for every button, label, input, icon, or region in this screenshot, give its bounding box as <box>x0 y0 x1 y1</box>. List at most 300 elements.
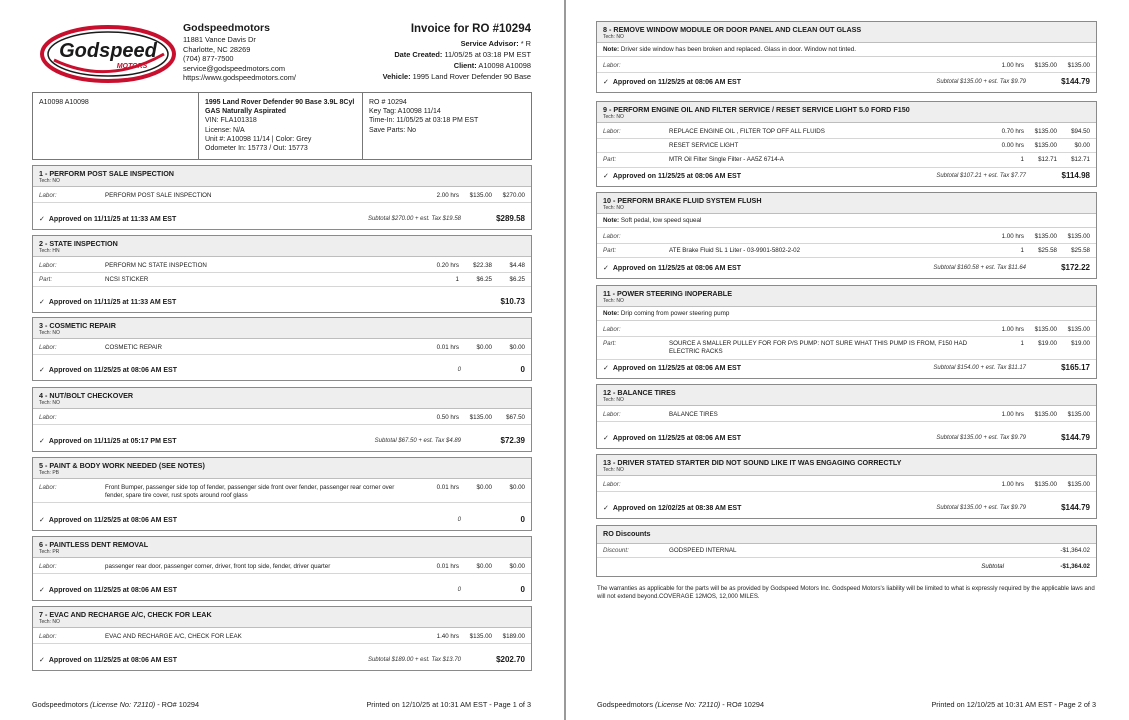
job-approval <box>603 434 936 442</box>
job-total: $144.79 <box>1061 503 1090 512</box>
job-tech: Tech: NO <box>603 397 624 403</box>
job-title: 10 - PERFORM BRAKE FLUID SYSTEM FLUSH <box>603 196 762 205</box>
line-item <box>597 323 1096 337</box>
line-type: Labor: <box>603 411 621 418</box>
job-header <box>33 236 531 257</box>
line-type: Labor: <box>39 414 57 421</box>
job-lines <box>597 406 1096 422</box>
line-type: Labor: <box>39 633 57 640</box>
discount-subtotal-label: Subtotal <box>981 563 1004 571</box>
line-qty: 0.20 hrs <box>436 262 459 269</box>
invoice-title: Invoice for RO #10294 <box>410 23 531 35</box>
line-description: Front Bumper, passenger side top of fender, passenger side front over fender, passenger rear corner over fender, spare tire cover, rust spots around roof glass <box>105 484 395 500</box>
check-icon: ✓ <box>603 364 609 372</box>
line-type: Part: <box>603 247 617 255</box>
job-lines <box>33 558 531 574</box>
job-block <box>32 536 532 601</box>
line-rate: $0.00 <box>476 563 492 570</box>
line-description: ATE Brake Fluid SL 1 Liter - 03-9901-5802-2-02 <box>669 247 801 255</box>
job-lines <box>597 321 1096 360</box>
job-total: $165.17 <box>1061 363 1090 372</box>
line-rate: $25.58 <box>1038 247 1057 255</box>
job-block <box>32 457 532 531</box>
job-subtotal: Subtotal $107.21 + est. Tax $7.77 <box>936 172 1026 179</box>
job-title: 5 - PAINT & BODY WORK NEEDED (SEE NOTES) <box>39 461 205 470</box>
check-icon: ✓ <box>603 434 609 442</box>
job-block <box>596 285 1097 379</box>
line-qty: 1.00 hrs <box>1001 62 1024 69</box>
ro-line: Time-In: 11/05/25 at 03:18 PM EST <box>369 117 479 125</box>
note-label: Note: <box>603 46 620 53</box>
job-subtotal: Subtotal $135.00 + est. Tax $9.79 <box>936 78 1026 85</box>
line-item <box>33 560 531 574</box>
job-subtotal: Subtotal $160.58 + est. Tax $11.64 <box>933 264 1026 271</box>
job-subtotal: 0 <box>457 366 461 373</box>
approval-text: Approved on 12/02/25 at 08:38 AM EST <box>612 504 742 512</box>
line-item <box>597 408 1096 422</box>
line-qty: 1 <box>1020 156 1024 164</box>
customer-cell <box>33 93 199 159</box>
line-qty: 0.01 hrs <box>436 484 459 491</box>
line-qty: 0.01 hrs <box>436 563 459 570</box>
job-total: $172.22 <box>1061 263 1090 272</box>
company-phone: (704) 877-7500 <box>183 54 234 64</box>
job-footer <box>597 427 1096 448</box>
vehicle-line: Unit #: A10098 11/14 | Color: Grey <box>205 135 312 143</box>
job-approval <box>39 215 368 223</box>
job-subtotal: Subtotal $154.00 + est. Tax $11.17 <box>933 364 1026 371</box>
job-title: 3 - COSMETIC REPAIR <box>39 321 116 330</box>
logo-subtext: MOTORS <box>116 63 148 70</box>
job-header <box>597 102 1096 123</box>
job-tech: Tech: NO <box>603 114 624 120</box>
footer-printed: Printed on 12/10/25 at 10:31 AM EST - Page 1 of 3 <box>366 700 531 709</box>
footer-ro: - RO# 10294 <box>722 700 764 709</box>
approval-text: Approved on 11/11/25 at 11:33 AM EST <box>48 298 177 306</box>
job-header <box>597 193 1096 214</box>
discount-amount: -$1,364.02 <box>1060 547 1090 554</box>
line-qty: 2.00 hrs <box>436 192 459 199</box>
job-note <box>597 307 1096 321</box>
job-note <box>597 43 1096 57</box>
job-title: 12 - BALANCE TIRES <box>603 388 676 397</box>
client-value: A10098 A10098 <box>478 61 531 70</box>
date-label: Date Created: <box>394 50 443 59</box>
line-qty: 1 <box>1020 340 1024 348</box>
line-description: PERFORM NC STATE INSPECTION <box>105 262 207 269</box>
note-text: Soft pedal, low speed squeal <box>620 217 702 224</box>
company-address-2: Charlotte, NC 28269 <box>183 44 251 54</box>
advisor-label: Service Advisor: <box>460 39 519 48</box>
line-description: PERFORM POST SALE INSPECTION <box>105 192 212 199</box>
line-rate: $135.00 <box>1034 411 1057 418</box>
job-tech: Tech: HN <box>39 248 60 254</box>
company-website[interactable]: https://www.godspeedmotors.com/ <box>183 73 296 83</box>
job-header <box>597 286 1096 307</box>
logo-text: Godspeed <box>59 40 157 62</box>
ro-discounts <box>596 525 1097 577</box>
approval-text: Approved on 11/25/25 at 08:06 AM EST <box>612 434 741 442</box>
check-icon: ✓ <box>39 516 45 524</box>
company-info <box>183 22 296 83</box>
client-label: Client: <box>453 61 477 70</box>
job-title: 8 - REMOVE WINDOW MODULE OR DOOR PANEL AND CLEAN OUT GLASS <box>603 25 862 34</box>
job-total: 0 <box>520 585 525 594</box>
job-block <box>596 101 1097 187</box>
discount-label: Discount: <box>603 547 629 554</box>
check-icon: ✓ <box>603 78 609 86</box>
job-block <box>596 384 1097 449</box>
job-tech: Tech: NO <box>603 34 624 40</box>
line-rate: $135.00 <box>1034 326 1057 333</box>
approval-text: Approved on 11/11/25 at 11:33 AM EST <box>48 215 177 223</box>
line-amount: $0.00 <box>1074 142 1090 150</box>
approval-text: Approved on 11/25/25 at 08:06 AM EST <box>48 656 177 664</box>
job-footer <box>597 497 1096 518</box>
godspeed-logo <box>40 24 176 84</box>
vehicle-label: Vehicle: <box>382 72 411 81</box>
job-lines <box>33 339 531 355</box>
job-note <box>597 214 1096 228</box>
check-icon: ✓ <box>603 264 609 272</box>
line-item <box>33 189 531 203</box>
line-rate: $0.00 <box>476 344 492 351</box>
company-name: Godspeedmotors <box>183 22 270 34</box>
job-approval <box>39 437 375 445</box>
job-block <box>32 165 532 230</box>
line-item <box>33 411 531 425</box>
check-icon: ✓ <box>39 656 45 664</box>
job-footer <box>597 357 1096 378</box>
job-footer <box>597 165 1096 186</box>
line-qty: 0.01 hrs <box>436 344 459 351</box>
footer-license: (License No: 72110) <box>655 700 721 709</box>
line-item <box>33 481 531 503</box>
job-title: 1 - PERFORM POST SALE INSPECTION <box>39 169 174 178</box>
line-rate: $135.00 <box>1034 142 1057 150</box>
line-description: MTR Oil Filter Single Filter - AA5Z 6714-A <box>669 156 784 164</box>
invoice-page-2 <box>566 0 1129 720</box>
company-address-1: 11881 Vance Davis Dr <box>183 35 256 44</box>
job-subtotal: 0 <box>457 516 461 523</box>
vehicle-line: 1995 Land Rover Defender 90 Base 3.9L 8Cyl <box>205 99 355 106</box>
line-amount: $135.00 <box>1067 481 1090 488</box>
job-footer <box>33 291 531 312</box>
check-icon: ✓ <box>39 298 45 306</box>
line-amount: $270.00 <box>502 192 525 199</box>
line-qty: 1 <box>455 276 459 284</box>
line-amount: $19.00 <box>1071 340 1090 348</box>
check-icon: ✓ <box>603 172 609 180</box>
job-footer <box>33 208 531 229</box>
line-description: SOURCE A SMALLER PULLEY FOR FOR P/S PUMP: NOT SURE WHAT THIS PUMP IS FROM, F150 HAD ELECTRIC RACKS <box>669 340 968 356</box>
line-type: Labor: <box>39 563 57 570</box>
job-footer <box>597 257 1096 278</box>
job-footer <box>33 509 531 530</box>
job-tech: Tech: NO <box>39 178 60 184</box>
approval-text: Approved on 11/25/25 at 08:06 AM EST <box>612 364 741 372</box>
customer-name: A10098 A10098 <box>39 99 89 106</box>
line-type: Part: <box>603 340 617 348</box>
line-rate: $6.25 <box>476 276 492 284</box>
check-icon: ✓ <box>39 437 45 445</box>
job-footer <box>597 71 1096 92</box>
job-lines <box>597 228 1096 258</box>
job-lines <box>33 479 531 503</box>
job-total: $144.79 <box>1061 77 1090 86</box>
line-amount: $6.25 <box>509 276 525 284</box>
job-block <box>32 317 532 381</box>
line-rate: $135.00 <box>469 192 492 199</box>
line-amount: $12.71 <box>1071 156 1090 164</box>
invoice-header <box>383 22 531 82</box>
approval-text: Approved on 11/25/25 at 08:06 AM EST <box>48 516 177 524</box>
advisor-value: * R <box>520 39 531 48</box>
job-footer <box>33 359 531 380</box>
line-rate: $135.00 <box>469 414 492 421</box>
job-total: 0 <box>520 365 525 374</box>
job-title: 4 - NUT/BOLT CHECKOVER <box>39 391 134 400</box>
discount-subtotal: -$1,364.02 <box>1060 563 1090 571</box>
footer-ro: - RO# 10294 <box>157 700 199 709</box>
line-type: Labor: <box>39 484 57 491</box>
line-qty: 1.00 hrs <box>1001 481 1024 488</box>
ro-line: Save Parts: No <box>369 126 417 134</box>
line-description: NCSI STICKER <box>105 276 149 284</box>
job-lines <box>33 257 531 287</box>
line-description: COSMETIC REPAIR <box>105 344 162 351</box>
job-header <box>33 458 531 479</box>
line-amount: $0.00 <box>509 344 525 351</box>
vehicle-line: GAS Naturally Aspirated <box>205 108 287 116</box>
line-amount: $4.48 <box>509 262 525 269</box>
line-item <box>33 259 531 273</box>
line-rate: $135.00 <box>1034 128 1057 135</box>
job-approval <box>39 656 368 664</box>
job-approval <box>39 516 458 524</box>
line-item <box>597 478 1096 492</box>
job-header <box>33 537 531 558</box>
job-total: 0 <box>520 515 525 524</box>
job-tech: Tech: PB <box>39 470 60 476</box>
line-amount: $189.00 <box>502 633 525 640</box>
check-icon: ✓ <box>603 504 609 512</box>
line-type: Labor: <box>603 128 621 135</box>
job-tech: Tech: NO <box>603 298 624 304</box>
footer-company: Godspeedmotors <box>597 700 653 709</box>
line-description: BALANCE TIRES <box>669 411 718 418</box>
line-rate: $19.00 <box>1038 340 1057 348</box>
vehicle-line: Odometer In: 15773 / Out: 15773 <box>205 145 308 153</box>
job-header <box>33 166 531 187</box>
job-total: $289.58 <box>496 214 525 223</box>
job-block <box>596 192 1097 279</box>
line-rate: $22.38 <box>473 262 492 269</box>
approval-text: Approved on 11/25/25 at 08:06 AM EST <box>48 586 177 594</box>
approval-text: Approved on 11/25/25 at 08:06 AM EST <box>612 264 741 272</box>
info-table <box>32 92 532 160</box>
discount-line <box>597 544 1096 558</box>
approval-text: Approved on 11/25/25 at 08:06 AM EST <box>612 172 741 180</box>
job-subtotal: Subtotal $189.00 + est. Tax $13.70 <box>367 656 461 663</box>
discounts-header <box>597 526 1096 544</box>
job-approval <box>603 172 936 180</box>
job-block <box>596 21 1097 93</box>
note-text: Drip coming from power steering pump <box>620 310 730 317</box>
warranty-text: The warranties as applicable for the parts will be as provided by Godspeed Motors Inc. Godspeed Motors's liability will be limited to what is expressly required by the applicable laws and will not extend beyond.COVERAGE 12MOS, 12,000 MILES. <box>597 585 1095 600</box>
job-total: $10.73 <box>500 297 525 306</box>
job-lines <box>597 476 1096 492</box>
line-description: REPLACE ENGINE OIL , FILTER TOP OFF ALL FLUIDS <box>669 128 825 135</box>
company-email[interactable]: service@godspeedmotors.com <box>183 63 285 73</box>
job-block <box>596 454 1097 519</box>
discount-subtotal-line <box>597 558 1096 571</box>
line-type: Labor: <box>603 481 621 488</box>
job-lines <box>33 187 531 203</box>
line-rate: $12.71 <box>1038 156 1057 164</box>
line-rate: $0.00 <box>476 484 492 491</box>
job-subtotal: 0 <box>457 586 461 593</box>
vehicle-cell <box>199 93 363 159</box>
job-total: $72.39 <box>500 436 525 445</box>
job-subtotal: Subtotal $67.50 + est. Tax $4.89 <box>374 437 461 444</box>
job-footer <box>33 430 531 451</box>
footer-license: (License No: 72110) <box>90 700 156 709</box>
job-footer <box>33 649 531 670</box>
line-item <box>33 273 531 287</box>
invoice-page-1 <box>0 0 564 720</box>
job-subtotal: Subtotal $270.00 + est. Tax $19.58 <box>367 215 461 222</box>
job-tech: Tech: NO <box>39 330 60 336</box>
discount-name: GODSPEED INTERNAL <box>669 547 737 554</box>
line-rate: $135.00 <box>1034 481 1057 488</box>
line-rate: $135.00 <box>1034 62 1057 69</box>
job-tech: Tech: NO <box>603 205 624 211</box>
line-amount: $135.00 <box>1067 326 1090 333</box>
job-title: 9 - PERFORM ENGINE OIL AND FILTER SERVICE / RESET SERVICE LIGHT 5.0 FORD F150 <box>603 105 910 114</box>
job-approval <box>603 78 936 86</box>
job-title: 11 - POWER STEERING INOPERABLE <box>603 289 732 298</box>
job-title: 7 - EVAC AND RECHARGE A/C, CHECK FOR LEAK <box>39 610 212 619</box>
job-tech: Tech: NO <box>39 400 60 406</box>
line-item <box>597 125 1096 139</box>
note-label: Note: <box>603 217 620 224</box>
job-total: $144.79 <box>1061 433 1090 442</box>
ro-line: Key Tag: A10098 11/14 <box>369 108 441 116</box>
job-footer <box>33 579 531 600</box>
job-subtotal: Subtotal $135.00 + est. Tax $9.79 <box>936 504 1026 511</box>
line-amount: $135.00 <box>1067 62 1090 69</box>
job-title: 13 - DRIVER STATED STARTER DID NOT SOUND LIKE IT WAS ENGAGING CORRECTLY <box>603 458 902 467</box>
job-approval <box>603 364 933 372</box>
line-type: Part: <box>39 276 53 284</box>
job-block <box>32 235 532 313</box>
line-qty: 1.00 hrs <box>1001 411 1024 418</box>
ro-cell <box>363 93 531 159</box>
note-label: Note: <box>603 310 620 317</box>
job-total: $114.98 <box>1061 171 1090 180</box>
job-block <box>32 606 532 671</box>
approval-text: Approved on 11/11/25 at 05:17 PM EST <box>48 437 177 445</box>
note-text: Driver side window has been broken and replaced. Glass in door. Window not tinted. <box>620 46 857 53</box>
footer-left <box>32 700 199 709</box>
line-amount: $135.00 <box>1067 411 1090 418</box>
vehicle-line: License: N/A <box>205 126 245 134</box>
line-amount: $25.58 <box>1071 247 1090 255</box>
line-qty: 1.00 hrs <box>1001 233 1024 240</box>
job-header <box>597 455 1096 476</box>
job-header <box>597 22 1096 43</box>
line-type: Labor: <box>39 344 57 351</box>
approval-text: Approved on 11/25/25 at 08:06 AM EST <box>612 78 741 86</box>
discounts-title: RO Discounts <box>603 529 651 538</box>
job-tech: Tech: PR <box>39 549 60 555</box>
line-item <box>597 230 1096 244</box>
job-tech: Tech: NO <box>39 619 60 625</box>
job-approval <box>603 504 936 512</box>
ro-line: RO # 10294 <box>369 99 407 106</box>
line-amount: $0.00 <box>509 563 525 570</box>
job-approval <box>39 586 458 594</box>
job-lines <box>33 409 531 425</box>
check-icon: ✓ <box>39 215 45 223</box>
line-qty: 0.00 hrs <box>1001 142 1024 150</box>
job-tech: Tech: NO <box>603 467 624 473</box>
vehicle-value: 1995 Land Rover Defender 90 Base <box>412 72 531 81</box>
line-amount: $94.50 <box>1071 128 1090 135</box>
line-item <box>597 139 1096 153</box>
job-lines <box>597 123 1096 168</box>
line-qty: 1 <box>1020 247 1024 255</box>
approval-text: Approved on 11/25/25 at 08:06 AM EST <box>48 366 177 374</box>
job-header <box>33 607 531 628</box>
line-type: Labor: <box>39 192 57 199</box>
job-header <box>33 388 531 409</box>
job-total: $202.70 <box>496 655 525 664</box>
line-rate: $135.00 <box>1034 233 1057 240</box>
line-item <box>33 630 531 644</box>
line-type: Part: <box>603 156 617 164</box>
job-header <box>597 385 1096 406</box>
job-block <box>32 387 532 452</box>
line-rate: $135.00 <box>469 633 492 640</box>
line-description: passenger rear door, passenger corner, driver, front top side, fender, driver quarter <box>105 563 331 570</box>
line-amount: $135.00 <box>1067 233 1090 240</box>
job-title: 2 - STATE INSPECTION <box>39 239 118 248</box>
check-icon: ✓ <box>39 366 45 374</box>
job-approval <box>39 298 461 306</box>
line-qty: 1.40 hrs <box>436 633 459 640</box>
job-approval <box>39 366 458 374</box>
line-type: Labor: <box>39 262 57 269</box>
line-type: Labor: <box>603 233 621 240</box>
line-qty: 0.70 hrs <box>1001 128 1024 135</box>
job-subtotal: Subtotal $135.00 + est. Tax $9.79 <box>936 434 1026 441</box>
job-lines <box>33 628 531 644</box>
date-value: 11/05/25 at 03:18 PM EST <box>444 50 531 59</box>
line-qty: 1.00 hrs <box>1001 326 1024 333</box>
footer-printed: Printed on 12/10/25 at 10:31 AM EST - Page 2 of 3 <box>931 700 1096 709</box>
line-description: RESET SERVICE LIGHT <box>669 142 739 150</box>
line-type: Labor: <box>603 62 621 69</box>
footer-left <box>597 700 764 709</box>
footer-company: Godspeedmotors <box>32 700 88 709</box>
job-approval <box>603 264 933 272</box>
job-header <box>33 318 531 339</box>
job-title: 6 - PAINTLESS DENT REMOVAL <box>39 540 149 549</box>
check-icon: ✓ <box>39 586 45 594</box>
vehicle-line: VIN: FLA101318 <box>205 117 257 125</box>
